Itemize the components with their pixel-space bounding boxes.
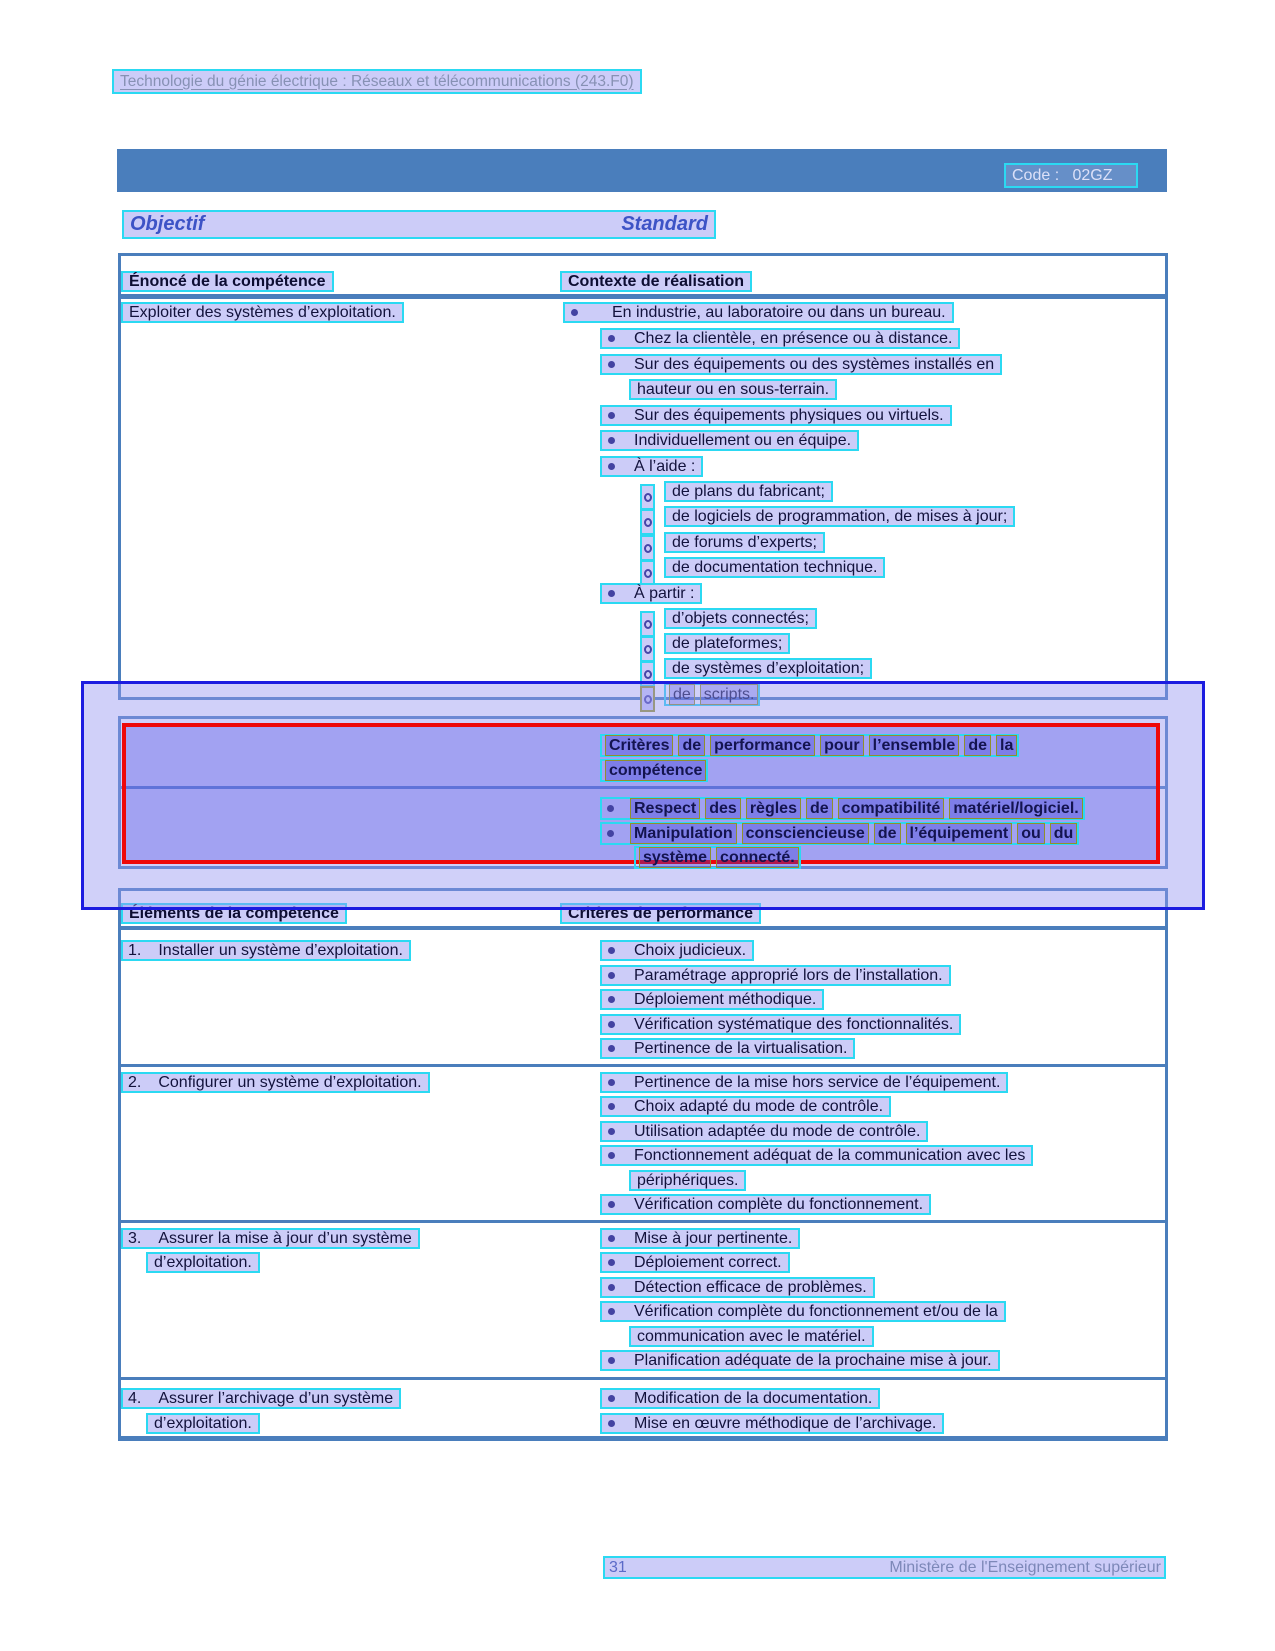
- ministry-label: Ministère de l'Enseignement supérieur: [889, 1558, 1161, 1576]
- circle-bullet-icon: [644, 670, 652, 679]
- bullet-dot-icon: [608, 947, 615, 954]
- element-item: 2. Configurer un système d’exploitation.: [121, 1072, 430, 1093]
- criteres-title-line: Critères de performance pour l’ensemble de la: [600, 734, 1019, 757]
- code-badge: [1004, 163, 1138, 188]
- doc-title: Technologie du génie électrique : Réseaux et télécommunications (243.F0): [120, 72, 634, 90]
- bullet-dot-icon: [608, 1357, 615, 1364]
- list-item-continuation: périphériques.: [629, 1170, 746, 1191]
- bullet-dot-icon: [608, 335, 615, 342]
- bullet-dot-icon: [608, 463, 615, 470]
- col-header-elements: Éléments de la compétence: [121, 903, 347, 924]
- bullet-dot-icon: [608, 1235, 615, 1242]
- circle-bullet-box: [640, 509, 655, 535]
- bullet-dot-icon: [571, 309, 578, 316]
- circle-bullet-icon: [644, 569, 652, 578]
- col-header-contexte: Contexte de réalisation: [560, 271, 752, 292]
- bullet-dot-icon: [608, 1395, 615, 1402]
- list-item: Paramétrage approprié lors de l’installation.: [600, 965, 951, 986]
- competence-statement: Exploiter des systèmes d’exploitation.: [121, 302, 404, 323]
- list-item: Déploiement méthodique.: [600, 989, 824, 1010]
- circle-bullet-icon: [644, 518, 652, 527]
- list-item: Vérification complète du fonctionnement et/ou de la: [600, 1301, 1006, 1322]
- table-header-divider: [121, 294, 1165, 299]
- list-item: Mise en œuvre méthodique de l’archivage.: [600, 1413, 944, 1434]
- list-item: Vérification systématique des fonctionnalités.: [600, 1014, 961, 1035]
- list-item: À partir :: [600, 583, 702, 604]
- table-header-divider: [121, 926, 1165, 930]
- bullet-dot-icon: [607, 830, 614, 837]
- bullet-dot-icon: [608, 437, 615, 444]
- list-item: Fonctionnement adéquat de la communication avec les: [600, 1145, 1033, 1166]
- bullet-dot-icon: [608, 1201, 615, 1208]
- circle-bullet-icon: [644, 645, 652, 654]
- bullet-dot-icon: [608, 412, 615, 419]
- standard-heading: Standard: [621, 213, 708, 235]
- row-divider: [121, 1064, 1165, 1067]
- list-item: En industrie, au laboratoire ou dans un bureau.: [563, 302, 954, 323]
- list-item: Chez la clientèle, en présence ou à distance.: [600, 328, 960, 349]
- list-item-continuation: hauteur ou en sous-terrain.: [629, 379, 837, 400]
- bullet-dot-icon: [608, 1308, 615, 1315]
- bullet-dot-icon: [608, 1152, 615, 1159]
- element-item-continuation: d’exploitation.: [146, 1252, 260, 1273]
- row-divider: [121, 1220, 1165, 1223]
- sub-list-item: de systèmes d’exploitation;: [664, 658, 872, 679]
- bullet-dot-icon: [608, 590, 615, 597]
- list-item: Modification de la documentation.: [600, 1388, 880, 1409]
- bullet-dot-icon: [608, 996, 615, 1003]
- criteres-list-item-continuation: système connecté.: [634, 846, 801, 869]
- list-item: Choix judicieux.: [600, 940, 754, 961]
- list-item: Planification adéquate de la prochaine mise à jour.: [600, 1350, 1000, 1371]
- objectif-heading: Objectif: [130, 213, 205, 235]
- list-item: À l’aide :: [600, 456, 703, 477]
- bullet-dot-icon: [608, 1021, 615, 1028]
- code-label: Code : 02GZ: [1012, 166, 1113, 184]
- list-item-continuation: communication avec le matériel.: [629, 1326, 874, 1347]
- page-number: 31: [609, 1558, 627, 1576]
- sub-list-item: de logiciels de programmation, de mises à jour;: [664, 506, 1015, 527]
- list-item: Choix adapté du mode de contrôle.: [600, 1096, 891, 1117]
- circle-bullet-box: [640, 611, 655, 637]
- circle-bullet-box: [640, 636, 655, 662]
- section-heading-row: [122, 210, 716, 239]
- row-divider: [121, 1377, 1165, 1380]
- list-item: Mise à jour pertinente.: [600, 1228, 800, 1249]
- bullet-dot-icon: [608, 1103, 615, 1110]
- criteres-list-item: Respect des règles de compatibilité matériel/logiciel.: [600, 797, 1085, 820]
- list-item: Sur des équipements physiques ou virtuels.: [600, 405, 952, 426]
- col-header-criteres: Critères de performance: [560, 903, 761, 924]
- bullet-dot-icon: [608, 361, 615, 368]
- list-item: Déploiement correct.: [600, 1252, 790, 1273]
- sub-list-item: d’objets connectés;: [664, 608, 817, 629]
- circle-bullet-icon: [644, 620, 652, 629]
- list-item: Individuellement ou en équipe.: [600, 430, 859, 451]
- circle-bullet-icon: [644, 493, 652, 502]
- bullet-dot-icon: [608, 1284, 615, 1291]
- col-header-enonce: Énoncé de la compétence: [121, 271, 334, 292]
- element-item: 3. Assurer la mise à jour d’un système: [121, 1228, 420, 1249]
- circle-bullet-icon: [644, 544, 652, 553]
- sub-list-item: de plateformes;: [664, 633, 790, 654]
- bullet-dot-icon: [608, 972, 615, 979]
- list-item: Vérification complète du fonctionnement.: [600, 1194, 931, 1215]
- element-item: 4. Assurer l’archivage d’un système: [121, 1388, 401, 1409]
- list-item: Utilisation adaptée du mode de contrôle.: [600, 1121, 928, 1142]
- list-item: Pertinence de la virtualisation.: [600, 1038, 855, 1059]
- circle-bullet-box: [640, 535, 655, 561]
- element-item: 1. Installer un système d’exploitation.: [121, 940, 411, 961]
- page-footer: [603, 1556, 1166, 1579]
- list-item: Sur des équipements ou des systèmes installés en: [600, 354, 1002, 375]
- doc-header-annotation: [112, 69, 642, 94]
- bullet-dot-icon: [608, 1128, 615, 1135]
- bullet-dot-icon: [608, 1045, 615, 1052]
- sub-list-item: de scripts.: [664, 683, 760, 706]
- criteres-title-line: compétence: [600, 759, 708, 782]
- sub-list-item: de forums d’experts;: [664, 532, 825, 553]
- element-item-continuation: d’exploitation.: [146, 1413, 260, 1434]
- bullet-dot-icon: [608, 1079, 615, 1086]
- bullet-dot-icon: [607, 805, 614, 812]
- criteres-list-item: Manipulation consciencieuse de l’équipement ou du: [600, 822, 1079, 845]
- list-item: Pertinence de la mise hors service de l’équipement.: [600, 1072, 1008, 1093]
- bullet-dot-icon: [608, 1420, 615, 1427]
- bullet-dot-icon: [608, 1259, 615, 1266]
- sub-list-item: de plans du fabricant;: [664, 481, 833, 502]
- list-item: Détection efficace de problèmes.: [600, 1277, 875, 1298]
- circle-bullet-box: [640, 484, 655, 510]
- sub-list-item: de documentation technique.: [664, 557, 885, 578]
